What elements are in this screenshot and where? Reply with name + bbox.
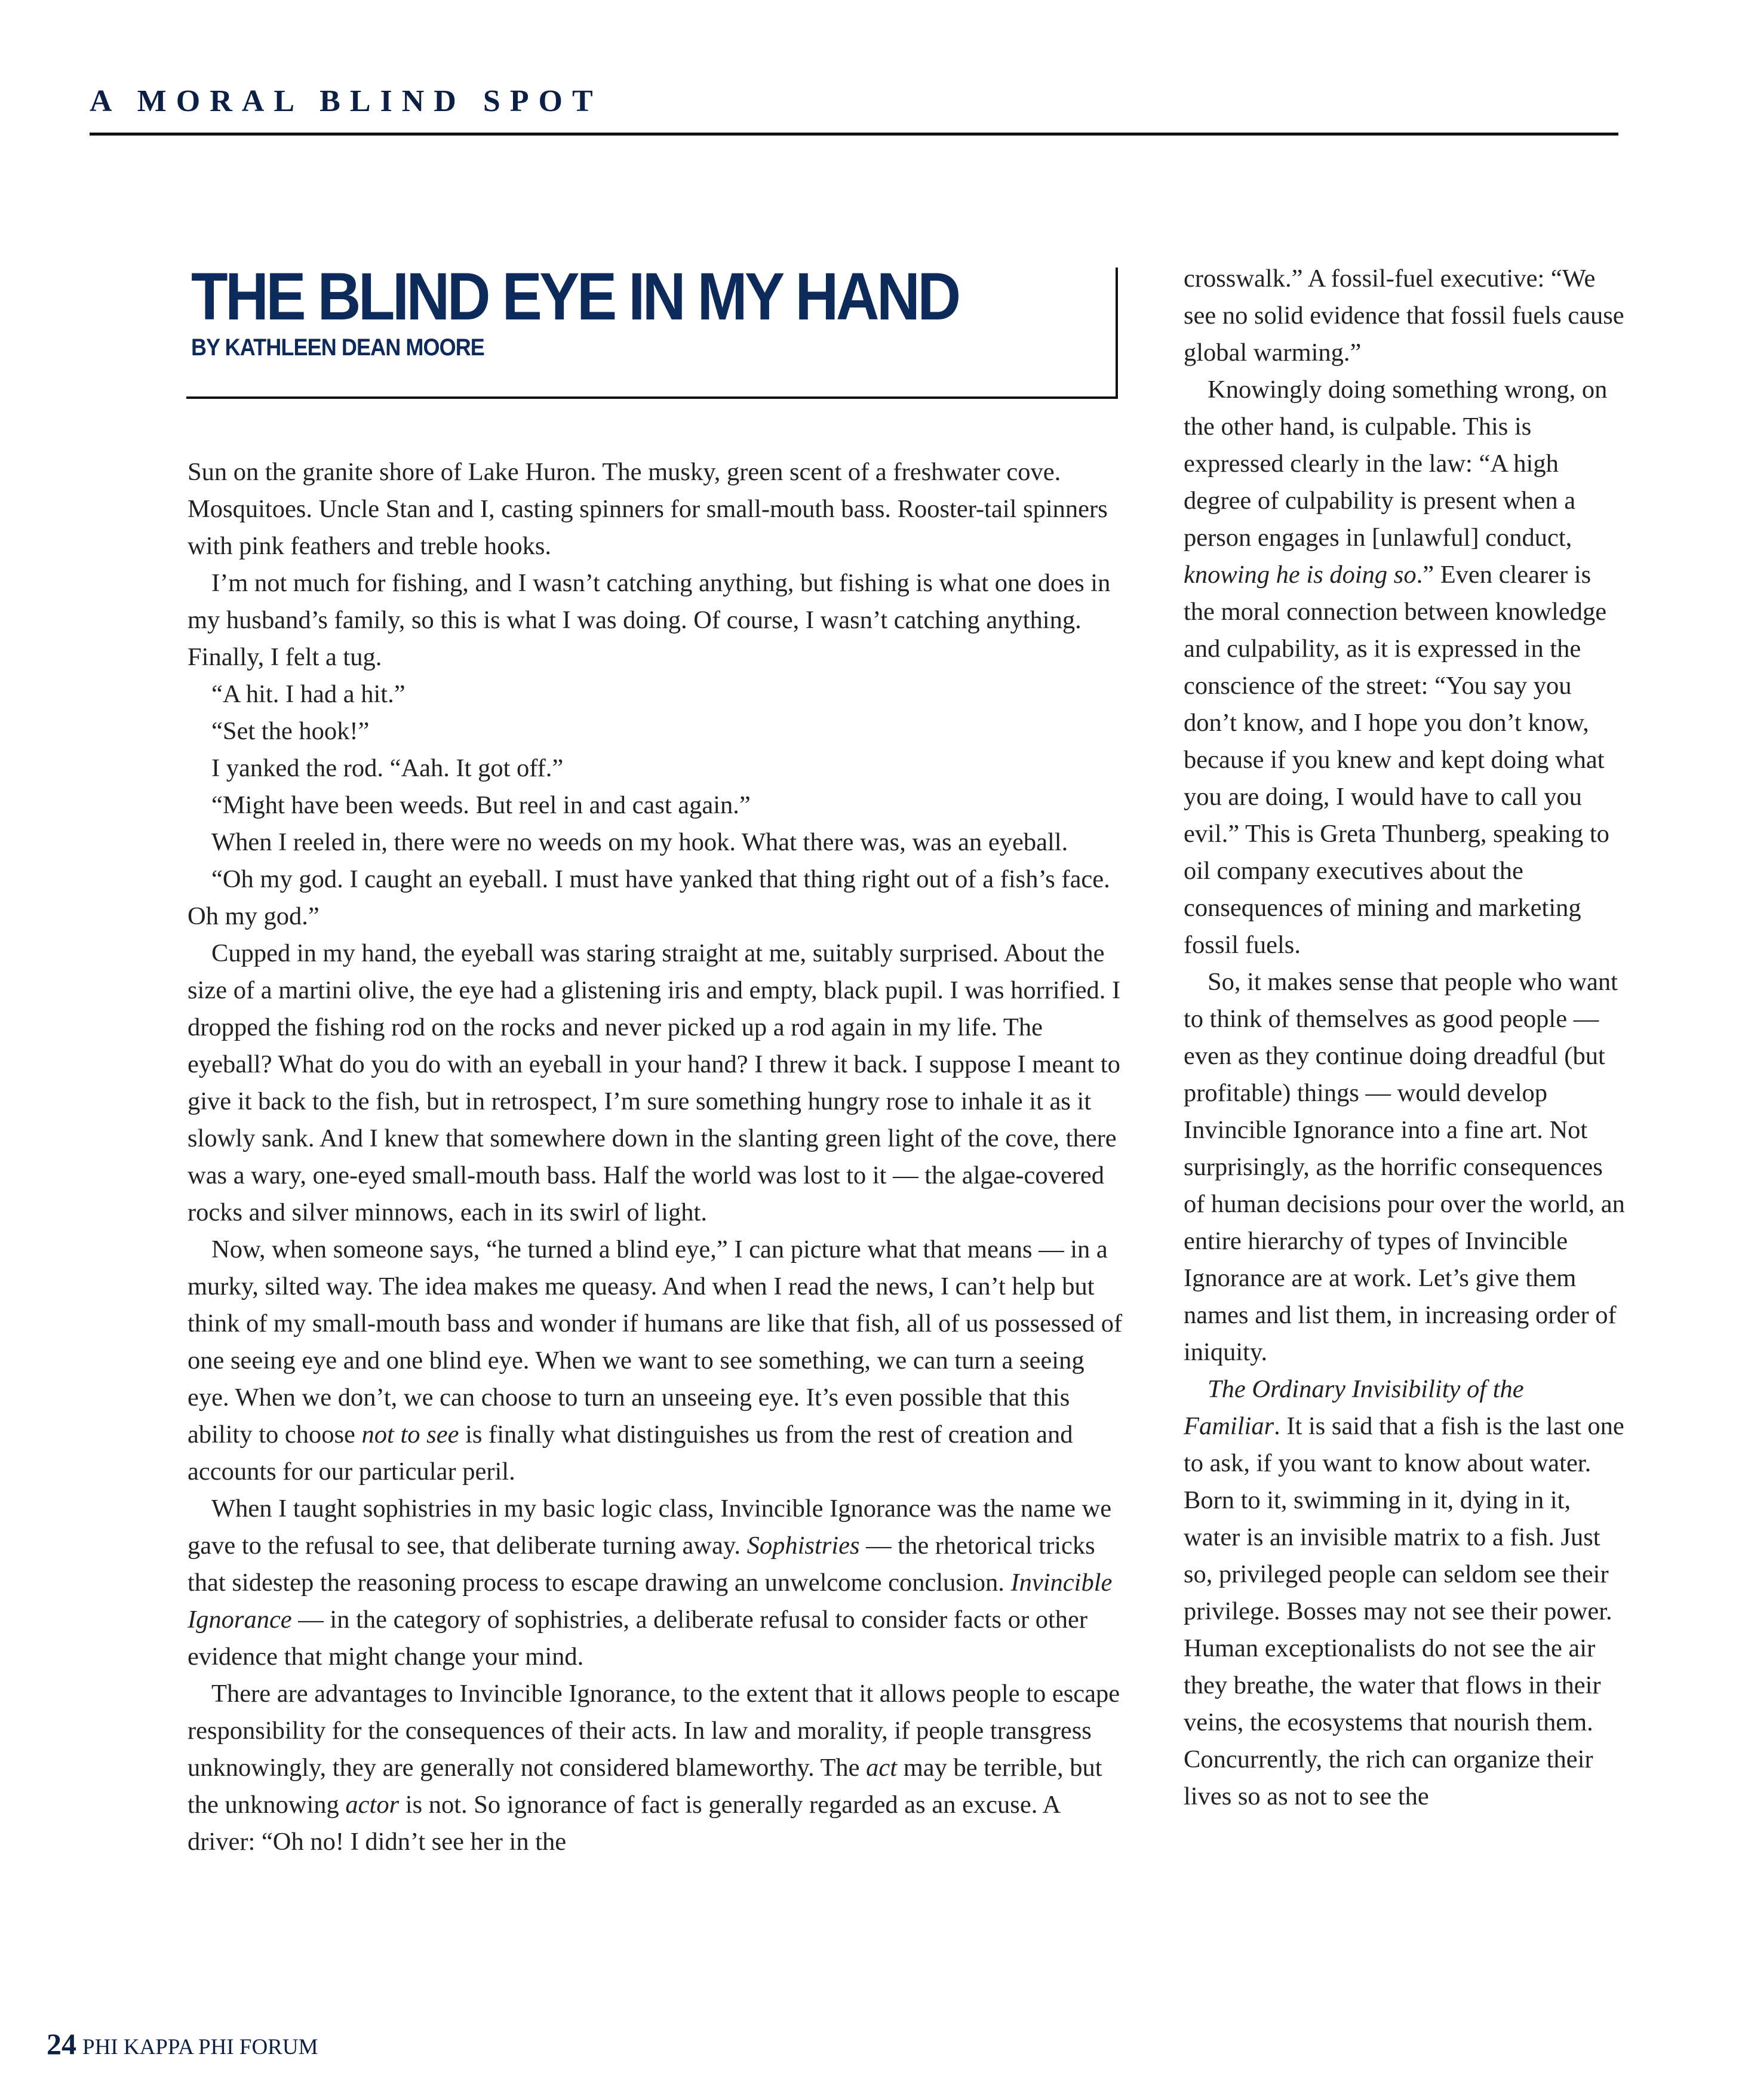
- body-paragraph: There are advantages to Invincible Ignorance, to the extent that it allows people to escape responsibility for the consequences of their acts. In law and morality, if people transgress unknowingly, they are generally not considered blameworthy. The act may be terrible, but the unknowing actor is not. So ignorance of fact is generally regarded as an excuse. A driver: “Oh no! I didn’t see her in the: [188, 1680, 1120, 1856]
- body-paragraph: I yanked the rod. “Aah. It got off.”: [211, 754, 564, 782]
- article-byline: BY KATHLEEN DEAN MOORE: [191, 334, 484, 361]
- running-head: A MORAL BLIND SPOT: [90, 84, 603, 118]
- body-paragraph: “Oh my god. I caught an eyeball. I must have yanked that thing right out of a fish’s face. Oh my god.”: [188, 865, 1110, 930]
- publication-name: PHI KAPPA PHI FORUM: [82, 2035, 318, 2059]
- article-title: THE BLIND EYE IN MY HAND: [191, 259, 958, 334]
- body-paragraph: So, it makes sense that people who want to think of themselves as good people — even as they continue doing dreadful (but profitable) things — would develop Invincible Ignorance into a fine art. Not surprisingly, as the horrific consequences of human decisions pour over the world, an entire hierarchy of types of Invincible Ignorance are at work. Let’s give them names and list them, in increasing order of iniquity.: [1184, 968, 1625, 1366]
- body-paragraph: Now, when someone says, “he turned a blind eye,” I can picture what that means — in a murky, silted way. The idea makes me queasy. And when I read the news, I can’t help but think of my small-mouth bass and wonder if humans are like that fish, all of us possessed of one seeing eye and one blind eye. When we want to see something, we can turn a seeing eye. When we don’t, we can choose to turn an unseeing eye. It’s even possible that this ability to choose not to see is finally what distinguishes us from the rest of creation and accounts for our particular peril.: [188, 1235, 1123, 1486]
- title-block: [186, 259, 1118, 399]
- header-rule: [90, 133, 1618, 136]
- body-paragraph: crosswalk.” A fossil-fuel executive: “We see no solid evidence that fossil fuels cause global warming.”: [1184, 265, 1624, 367]
- page-number: 24: [47, 2027, 76, 2061]
- body-column-right: [1184, 260, 1626, 1815]
- body-paragraph: When I taught sophistries in my basic logic class, Invincible Ignorance was the name we gave to the refusal to see, that deliberate turning away. Sophistries — the rhetorical tricks that sidestep the reasoning process to escape drawing an unwelcome conclusion. Invincible Ignorance — in the category of sophistries, a deliberate refusal to consider facts or other evidence that might change your mind.: [188, 1495, 1113, 1671]
- page-footer: [47, 2027, 318, 2061]
- body-paragraph: “A hit. I had a hit.”: [211, 680, 405, 708]
- body-paragraph: Knowingly doing something wrong, on the other hand, is culpable. This is expressed clearly in the law: “A high degree of culpability is present when a person engages in [unlawful] conduct, knowing he is doing so.” Even clearer is the moral connection between knowledge and culpability, as it is expressed in the conscience of the street: “You say you don’t know, and I hope you don’t know, because if you knew and kept doing what you are doing, I would have to call you evil.” This is Greta Thunberg, speaking to oil company executives about the consequences of mining and marketing fossil fuels.: [1184, 376, 1609, 959]
- body-paragraph: The Ordinary Invisibility of the Familiar. It is said that a fish is the last one to ask, if you want to know about water. Born to it, swimming in it, dying in it, water is an invisible matrix to a fish. Just so, privileged people can seldom see their privilege. Bosses may not see their power. Human exceptionalists do not see the air they breathe, the water that flows in their veins, the ecosystems that nourish them. Concurrently, the rich can organize their lives so as not to see the: [1184, 1375, 1624, 1810]
- body-paragraph: Cupped in my hand, the eyeball was staring straight at me, suitably surprised. About the size of a martini olive, the eye had a glistening iris and empty, black pupil. I was horrified. I dropped the fishing rod on the rocks and never picked up a rod again in my life. The eyeball? What do you do with an eyeball in your hand? I threw it back. I suppose I meant to give it back to the fish, but in retrospect, I’m sure something hungry rose to inhale it as it slowly sank. And I knew that somewhere down in the slanting green light of the cove, there was a wary, one-eyed small-mouth bass. Half the world was lost to it — the algae-covered rocks and silver minnows, each in its swirl of light.: [188, 939, 1121, 1226]
- body-paragraph: I’m not much for fishing, and I wasn’t catching anything, but fishing is what one does in my husband’s family, so this is what I was doing. Of course, I wasn’t catching anything. Finally, I felt a tug.: [188, 569, 1111, 671]
- body-column-left: [188, 454, 1131, 1861]
- body-paragraph: “Might have been weeds. But reel in and cast again.”: [211, 791, 751, 819]
- body-paragraph: When I reeled in, there were no weeds on my hook. What there was, was an eyeball.: [211, 828, 1068, 856]
- body-paragraph: “Set the hook!”: [211, 717, 370, 745]
- body-paragraph: Sun on the granite shore of Lake Huron. The musky, green scent of a freshwater cove. Mosquitoes. Uncle Stan and I, casting spinners for small-mouth bass. Rooster-tail spinners with pink feathers and treble hooks.: [188, 458, 1108, 560]
